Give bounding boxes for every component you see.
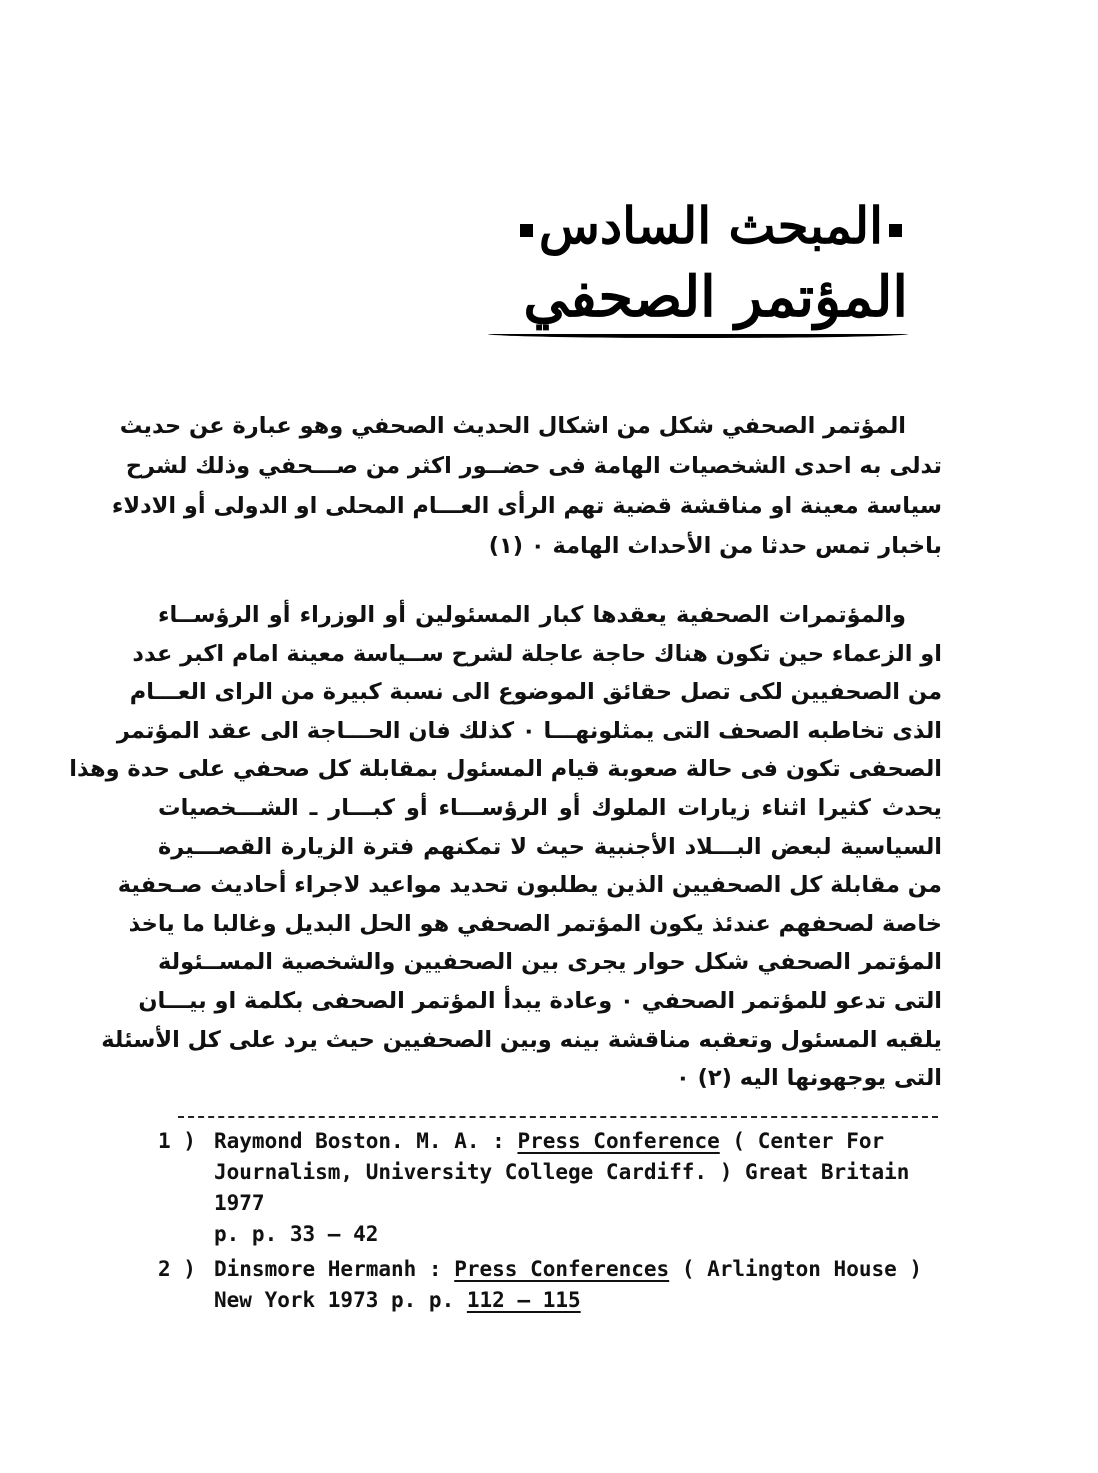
square-bullet-icon (520, 224, 533, 237)
footnote-publisher: ( Center For (732, 1129, 885, 1153)
paragraph-line: يلقيه المسئول وتعقبه مناقشة بينه وبين الصحفيين حيث يرد على كل الأسئلة (101, 1026, 942, 1053)
paragraph-line: والمؤتمرات الصحفية يعقدها كبار المسئولين أو الوزراء أو الرؤســاء (158, 602, 906, 628)
footnote-pages: 112 — 115 (466, 1288, 581, 1312)
footnote-number: 1 ) (158, 1129, 196, 1153)
footnote-line (214, 1254, 958, 1285)
square-bullet-icon (889, 224, 902, 237)
paragraph-line: تدلى به احدى الشخصيات الهامة فى حضــور اكثر من صـــحفي وذلك لشرح (125, 453, 942, 479)
section-heading (514, 196, 908, 256)
paragraph-line: من مقابلة كل الصحفيين الذين يطلبون تحديد مواعيد لاجراء أحاديث صـحفية (117, 872, 942, 899)
footnote-line (214, 1285, 958, 1316)
paragraph-2 (69, 596, 942, 1098)
paragraph-line: سياسة معينة او مناقشة قضية تهم الرأى العـــام المحلى او الدولى أو الادلاء (111, 493, 942, 519)
footnote-pages: p. p. 33 — 42 (214, 1222, 379, 1246)
paragraph-line: من الصحفيين لكى تصل حقائق الموضوع الى نسبة كبيرة من الراى العـــام (129, 679, 942, 706)
title-swash-decoration (488, 330, 908, 338)
footnote-separator (178, 1116, 938, 1118)
footnote-number: 2 ) (158, 1257, 196, 1281)
footnote-line (214, 1126, 958, 1157)
paragraph-1 (111, 406, 942, 566)
paragraph-line: المؤتمر الصحفي شكل حوار يجرى بين الصحفيين والشخصية المســئولة (158, 949, 942, 976)
paragraph-line: او الزعماء حين تكون هناك حاجة عاجلة لشرح ســياسة معينة امام اكبر عدد (132, 640, 942, 667)
paragraph-line: السياسية لبعض البـــلاد الأجنبية حيث لا تمكنهم فترة الزيارة القصـــيرة (158, 833, 942, 860)
footnote-author: Raymond Boston. M. A. : (214, 1129, 505, 1153)
paragraph-line: التى تدعو للمؤتمر الصحفي ٠ وعادة يبدأ المؤتمر الصحفى بكلمة او بيـــان (138, 987, 942, 1014)
footnote-2 (158, 1254, 958, 1316)
footnote-publisher: ( Arlington House ) (681, 1257, 923, 1281)
paragraph-line: التى يوجهونها اليه (٢) ٠ (676, 1065, 942, 1092)
footnote-title: Press Conferences (454, 1257, 670, 1281)
footnote-line: Journalism, University College Cardiff. ) Great Britain 1977 (214, 1160, 910, 1215)
paragraph-line: الصحفى تكون فى حالة صعوبة قيام المسئول بمقابلة كل صحفي على حدة وهذا (69, 756, 942, 783)
section-heading-text: المبحث السادس (538, 196, 883, 255)
paragraph-line: خاصة لصحفهم عندئذ يكون المؤتمر الصحفي هو الحل البديل وغالبا ما ياخذ (128, 910, 942, 937)
footnote-author: Dinsmore Hermanh : (214, 1257, 442, 1281)
footnotes (158, 1126, 958, 1320)
paragraph-line: يحدث كثيرا اثناء زيارات الملوك أو الرؤســـاء أو كبـــار ـ الشـــخصيات (158, 794, 942, 821)
footnote-title: Press Conference (517, 1129, 720, 1153)
paragraph-line: باخبار تمس حدثا من الأحداث الهامة ٠ (١) (488, 533, 942, 559)
paragraph-line: المؤتمر الصحفي شكل من اشكال الحديث الصحفي وهو عبارة عن حديث (119, 413, 906, 439)
paragraph-line: الذى تخاطبه الصحف التى يمثلونهـــا ٠ كذلك فان الحـــاجة الى عقد المؤتمر (116, 717, 942, 744)
footnote-place-year: New York 1973 p. p. (214, 1288, 455, 1312)
footnote-1 (158, 1126, 958, 1250)
section-title: المؤتمر الصحفي (523, 264, 908, 330)
